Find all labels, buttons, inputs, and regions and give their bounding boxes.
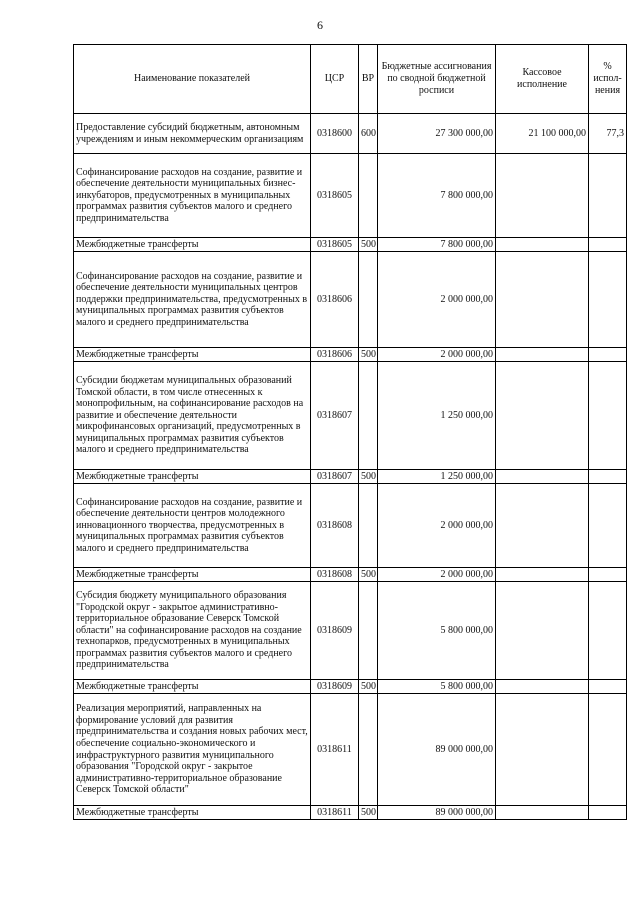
row-budget-sum: 2 000 000,00 — [378, 568, 496, 582]
row-vr — [359, 582, 378, 680]
table-row — [74, 694, 627, 806]
row-budget-sum: 89 000 000,00 — [378, 806, 496, 820]
row-csr: 0318605 — [311, 154, 359, 238]
row-cash-execution — [496, 484, 589, 568]
table-row — [74, 348, 627, 362]
row-cash-execution — [496, 568, 589, 582]
row-vr: 500 — [359, 680, 378, 694]
row-budget-sum: 89 000 000,00 — [378, 694, 496, 806]
row-csr: 0318611 — [311, 806, 359, 820]
row-execution-percent — [589, 348, 627, 362]
row-vr — [359, 252, 378, 348]
row-budget-sum: 5 800 000,00 — [378, 582, 496, 680]
table-header-row — [74, 45, 627, 114]
table-row — [74, 484, 627, 568]
row-execution-percent: 77,3 — [589, 114, 627, 154]
header-budget-sum: Бюджетные ассигнования по сводной бюджетной росписи — [378, 45, 496, 114]
row-execution-percent — [589, 252, 627, 348]
row-cash-execution — [496, 694, 589, 806]
row-csr: 0318611 — [311, 694, 359, 806]
row-execution-percent — [589, 680, 627, 694]
row-name: Межбюджетные трансферты — [74, 238, 311, 252]
row-name: Субсидии бюджетам муниципальных образований Томской области, в том числе отнесенных к монопрофильным, на софинансирование расходов на развитие и обеспечение деятельности микрофинансовых организаций, предусмотренных в муниципальных программах развития субъектов малого и среднего предпринимательства — [74, 362, 311, 470]
row-execution-percent — [589, 470, 627, 484]
row-cash-execution — [496, 252, 589, 348]
row-budget-sum: 27 300 000,00 — [378, 114, 496, 154]
row-cash-execution — [496, 582, 589, 680]
row-cash-execution — [496, 470, 589, 484]
row-cash-execution — [496, 806, 589, 820]
row-name: Межбюджетные трансферты — [74, 806, 311, 820]
row-name: Предоставление субсидий бюджетным, автономным учреждениям и иным некоммерческим организациям — [74, 114, 311, 154]
table-row — [74, 680, 627, 694]
row-csr: 0318607 — [311, 362, 359, 470]
row-name: Софинансирование расходов на создание, развитие и обеспечение деятельности центров молодежного инновационного творчества, предусмотренных в муниципальных программах развития субъектов малого и среднего предпринимательства — [74, 484, 311, 568]
budget-table — [73, 44, 627, 820]
row-budget-sum: 7 800 000,00 — [378, 238, 496, 252]
row-budget-sum: 1 250 000,00 — [378, 362, 496, 470]
row-name: Межбюджетные трансферты — [74, 568, 311, 582]
table-row — [74, 238, 627, 252]
row-csr: 0318607 — [311, 470, 359, 484]
row-execution-percent — [589, 154, 627, 238]
row-budget-sum: 7 800 000,00 — [378, 154, 496, 238]
header-execution-percent: % испол-нения — [589, 45, 627, 114]
row-budget-sum: 2 000 000,00 — [378, 252, 496, 348]
row-vr: 500 — [359, 348, 378, 362]
row-csr: 0318605 — [311, 238, 359, 252]
row-budget-sum: 5 800 000,00 — [378, 680, 496, 694]
row-vr: 500 — [359, 568, 378, 582]
table-row — [74, 362, 627, 470]
row-execution-percent — [589, 694, 627, 806]
row-vr: 500 — [359, 238, 378, 252]
row-cash-execution: 21 100 000,00 — [496, 114, 589, 154]
row-csr: 0318600 — [311, 114, 359, 154]
row-name: Реализация мероприятий, направленных на формирование условий для развития предпринимательства и создания новых рабочих мест, обеспечение социально-экономического и инфраструктурного развития муниципального образования "Городской округ - закрытое административно-территориальное образование Северск Томской области" — [74, 694, 311, 806]
row-execution-percent — [589, 484, 627, 568]
row-cash-execution — [496, 154, 589, 238]
row-csr: 0318606 — [311, 252, 359, 348]
row-vr: 500 — [359, 806, 378, 820]
table-row — [74, 568, 627, 582]
row-budget-sum: 2 000 000,00 — [378, 484, 496, 568]
row-csr: 0318608 — [311, 484, 359, 568]
row-name: Межбюджетные трансферты — [74, 680, 311, 694]
table-row — [74, 470, 627, 484]
row-cash-execution — [496, 348, 589, 362]
table-row — [74, 806, 627, 820]
row-budget-sum: 2 000 000,00 — [378, 348, 496, 362]
row-name: Субсидия бюджету муниципального образования "Городской округ - закрытое административно-территориальное образование Северск Томской области" на софинансирование расходов на создание технопарков, предусмотренных в муниципальных программах развития субъектов малого и среднего предпринимательства — [74, 582, 311, 680]
table-row — [74, 114, 627, 154]
row-cash-execution — [496, 238, 589, 252]
row-csr: 0318608 — [311, 568, 359, 582]
table-row — [74, 154, 627, 238]
page-number: 6 — [317, 18, 323, 32]
row-cash-execution — [496, 362, 589, 470]
header-vr: ВР — [359, 45, 378, 114]
row-vr: 600 — [359, 114, 378, 154]
row-cash-execution — [496, 680, 589, 694]
row-execution-percent — [589, 568, 627, 582]
row-budget-sum: 1 250 000,00 — [378, 470, 496, 484]
header-csr: ЦСР — [311, 45, 359, 114]
row-execution-percent — [589, 806, 627, 820]
row-name: Софинансирование расходов на создание, развитие и обеспечение деятельности муниципальных центров поддержки предпринимательства, предусмотренных в муниципальных программах развития субъектов малого и среднего предпринимательства — [74, 252, 311, 348]
row-vr — [359, 154, 378, 238]
row-vr — [359, 694, 378, 806]
row-csr: 0318606 — [311, 348, 359, 362]
row-execution-percent — [589, 238, 627, 252]
header-cash-execution: Кассовое исполнение — [496, 45, 589, 114]
table-row — [74, 252, 627, 348]
row-execution-percent — [589, 582, 627, 680]
row-execution-percent — [589, 362, 627, 470]
row-name: Межбюджетные трансферты — [74, 348, 311, 362]
table-row — [74, 582, 627, 680]
row-csr: 0318609 — [311, 582, 359, 680]
row-vr — [359, 362, 378, 470]
row-vr: 500 — [359, 470, 378, 484]
row-csr: 0318609 — [311, 680, 359, 694]
header-name: Наименование показателей — [74, 45, 311, 114]
row-vr — [359, 484, 378, 568]
row-name: Межбюджетные трансферты — [74, 470, 311, 484]
row-name: Софинансирование расходов на создание, развитие и обеспечение деятельности муниципальных бизнес-инкубаторов, предусмотренных в муниципальных программах развития субъектов малого и среднего предпринимательства — [74, 154, 311, 238]
